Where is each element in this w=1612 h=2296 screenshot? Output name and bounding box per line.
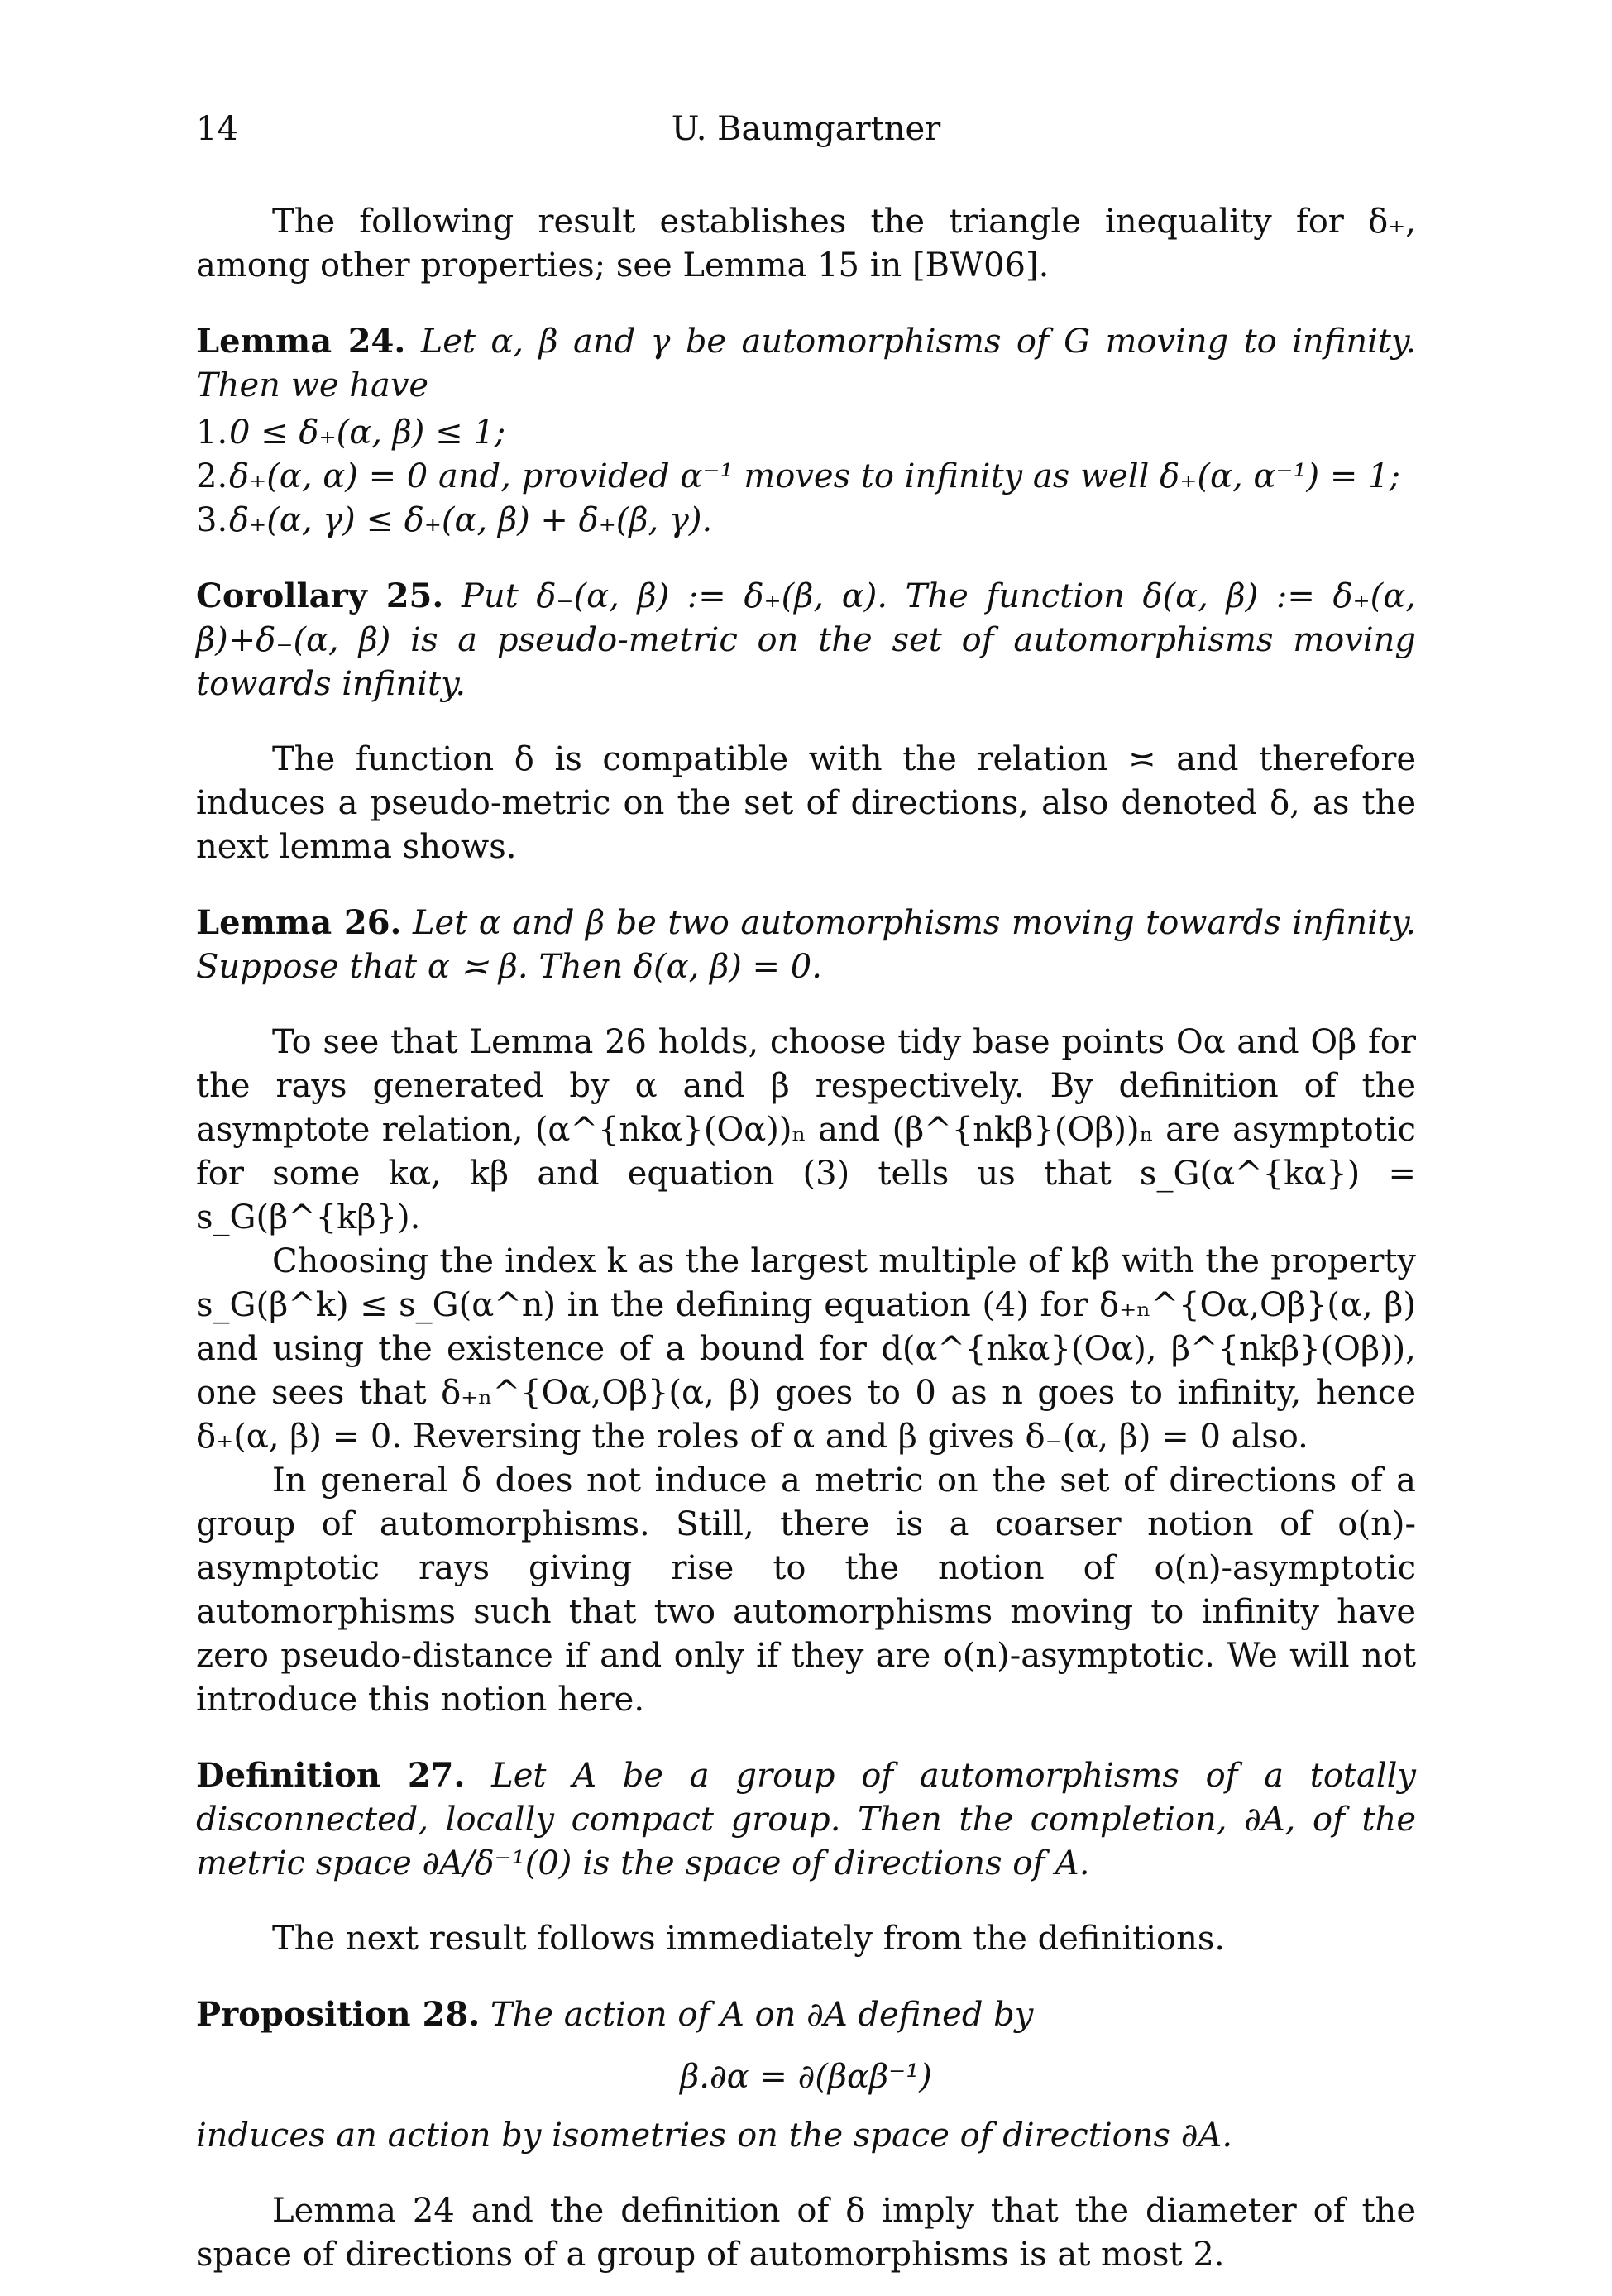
proposition-28-statement: The action of A on ∂A defined by xyxy=(490,1996,1034,2034)
definition-27-head: Definition 27. xyxy=(196,1756,466,1795)
paper-page xyxy=(196,108,1416,2277)
lemma-26-head: Lemma 26. xyxy=(196,903,402,942)
intro-paragraph: The following result establishes the triangle inequality for δ₊, among other properties; see Lemma 15 in [BW06]. xyxy=(196,203,1416,285)
lemma-24-items xyxy=(196,411,1416,543)
lemma-26-statement: Let α and β be two automorphisms moving towards infinity. Suppose that α ≍ β. Then δ(α, β) = 0. xyxy=(196,904,1417,986)
proposition-28-conclusion: induces an action by isometries on the space of directions ∂A. xyxy=(196,2117,1233,2155)
definition-27-statement: Let A be a group of automorphisms of a totally disconnected, locally compact group. Then the completion, ∂A, of the metric space ∂A/δ⁻¹(0) is the space of directions of A. xyxy=(196,1757,1417,1882)
compatibility-paragraph: The function δ is compatible with the relation ≍ and therefore induces a pseudo-metric on the set of directions, also denoted δ, as the next lemma shows. xyxy=(196,740,1416,866)
lemma-24-statement: Let α, β and γ be automorphisms of G moving to infinity. Then we have xyxy=(196,323,1416,404)
lemma-24-item: 2. δ₊(α, α) = 0 and, provided α⁻¹ moves to infinity as well δ₊(α, α⁻¹) = 1; xyxy=(196,457,1401,495)
proposition-28-head: Proposition 28. xyxy=(196,1995,481,2034)
corollary-25-head: Corollary 25. xyxy=(196,576,444,615)
page-number: 14 xyxy=(196,110,238,148)
proof-paragraph-1: To see that Lemma 26 holds, choose tidy base points Oα and Oβ for the rays generated by α and β respectively. By definition of the asymptote relation, (α^{nkα}(Oα))ₙ and (β^{nkβ}(Oβ))ₙ are asymptotic for some kα, kβ and equation (3) tells us that s_G(α^{kα}) = s_G(β^{kβ}). xyxy=(196,1023,1416,1236)
proposition-28 xyxy=(196,1992,1416,2158)
lemma-24-item: 1. 0 ≤ δ₊(α, β) ≤ 1; xyxy=(196,414,506,452)
definition-27 xyxy=(196,1753,1416,1886)
lemma-24 xyxy=(196,319,1416,543)
next-result-paragraph: The next result follows immediately from the definitions. xyxy=(272,1920,1226,1958)
corollary-25-statement: Put δ₋(α, β) := δ₊(β, α). The function δ(α, β) := δ₊(α, β)+δ₋(α, β) is a pseudo-metric on the set of automorphisms moving towards infinity. xyxy=(196,577,1416,703)
lemma-24-item: 3. δ₊(α, γ) ≤ δ₊(α, β) + δ₊(β, γ). xyxy=(196,501,713,539)
lemma-26 xyxy=(196,901,1416,989)
proposition-28-display-equation: β.∂α = ∂(βαβ⁻¹) xyxy=(680,2058,932,2096)
proof-paragraph-2: Choosing the index k as the largest multiple of kβ with the property s_G(β^k) ≤ s_G(α^n) in the defining equation (4) for δ₊ₙ^{Oα,Oβ}(α, β) and using the existence of a bound for d(α^{nkα}(Oα), β^{nkβ}(Oβ)), one sees that δ₊ₙ^{Oα,Oβ}(α, β) goes to 0 as n goes to infinity, hence δ₊(α, β) = 0. Reversing the roles of α and β gives δ₋(α, β) = 0 also. xyxy=(196,1242,1416,1456)
corollary-25 xyxy=(196,574,1416,706)
lemma-24-head: Lemma 24. xyxy=(196,322,406,361)
closing-paragraph: Lemma 24 and the definition of δ imply that the diameter of the space of directions of a group of automorphisms is at most 2. xyxy=(196,2192,1416,2274)
running-head-author: U. Baumgartner xyxy=(671,110,941,148)
proof-paragraph-3: In general δ does not induce a metric on the set of directions of a group of automorphisms. Still, there is a coarser notion of o(n)-asymptotic rays giving rise to the notion of o(n)-asymptotic automorphisms such that two automorphisms moving to infinity have zero pseudo-distance if and only if they are o(n)-asymptotic. We will not introduce this notion here. xyxy=(196,1461,1416,1719)
running-header xyxy=(196,108,1416,157)
